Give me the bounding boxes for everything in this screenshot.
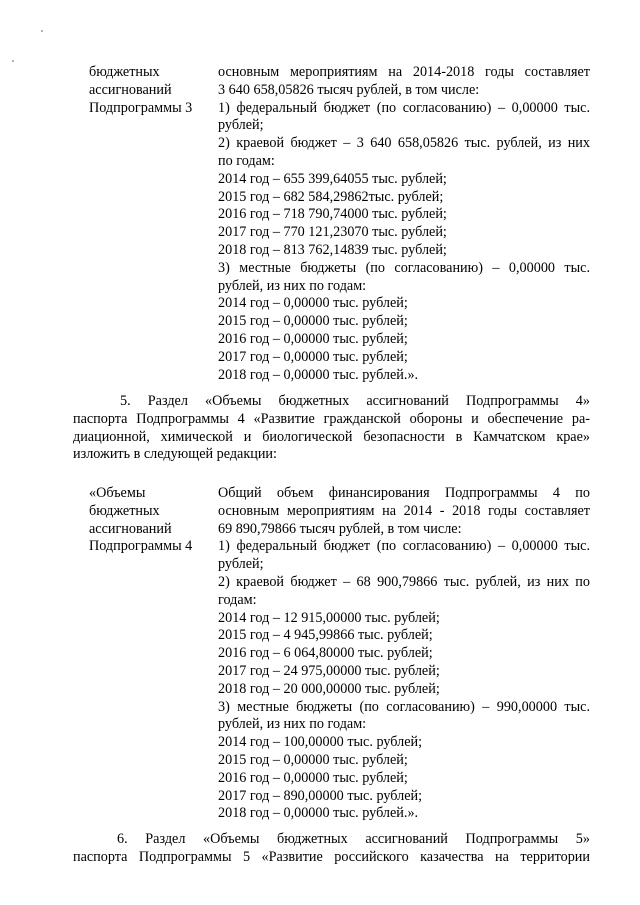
text-line: рублей; xyxy=(218,117,264,134)
scan-speck xyxy=(12,60,14,62)
text-line: 6. Раздел «Объемы бюджетных ассигнований Подпрограммы 5» xyxy=(117,831,590,847)
scan-speck xyxy=(41,30,43,32)
text-line: 2018 год – 20 000,00000 тыс. рублей; xyxy=(218,680,440,697)
text-line: по годам: xyxy=(218,152,275,169)
text-line: основным мероприятиям на 2014 - 2018 годы составляет xyxy=(218,502,590,519)
text-line: 2017 год – 770 121,23070 тыс. рублей; xyxy=(218,224,447,241)
text-line: «Объемы xyxy=(89,485,146,501)
text-line: 3) местные бюджеты (по согласованию) – 990,00000 тыс. xyxy=(218,698,590,715)
text-line: 2018 год – 0,00000 тыс. рублей.». xyxy=(218,805,419,822)
text-line: 2016 год – 0,00000 тыс. рублей; xyxy=(218,769,408,786)
text-line: 2015 год – 0,00000 тыс. рублей; xyxy=(218,751,408,768)
text-line: паспорта Подпрограммы 4 «Развитие гражданской обороны и обеспечение ра- xyxy=(73,410,590,427)
text-line: рублей, из них по годам: xyxy=(218,716,367,733)
text-line: 2017 год – 890,00000 тыс. рублей; xyxy=(218,787,423,804)
subprogram-3-funding-block xyxy=(0,64,640,384)
text-line: 2018 год – 813 762,14839 тыс. рублей; xyxy=(218,241,447,258)
text-line: 3 640 658,05826 тысяч рублей, в том числе: xyxy=(218,81,480,98)
text-line: основным мероприятиям на 2014-2018 годы составляет xyxy=(218,64,590,80)
text-line: 2) краевой бюджет – 68 900,79866 тыс. рублей, из них по xyxy=(218,573,590,590)
text-line: рублей; xyxy=(218,556,264,573)
text-line: 5. Раздел «Объемы бюджетных ассигнований Подпрограммы 4» xyxy=(120,393,590,409)
text-line: 2014 год – 655 399,64055 тыс. рублей; xyxy=(218,170,447,187)
paragraph-6 xyxy=(73,831,590,867)
text-line: Подпрограммы 3 xyxy=(89,99,193,116)
text-line: рублей, из них по годам: xyxy=(218,277,367,294)
text-line: 2015 год – 4 945,99866 тыс. рублей; xyxy=(218,627,433,644)
text-line: 2) краевой бюджет – 3 640 658,05826 тыс. рублей, из них xyxy=(218,135,590,152)
text-line: 1) федеральный бюджет (по согласованию) – 0,00000 тыс. xyxy=(218,538,590,555)
text-line: 2015 год – 682 584,29862тыс. рублей; xyxy=(218,188,444,205)
text-line: годам: xyxy=(218,591,257,608)
subprogram-3-label xyxy=(0,64,211,384)
text-line: 2016 год – 718 790,74000 тыс. рублей; xyxy=(218,206,447,223)
text-line: 69 890,79866 тысяч рублей, в том числе: xyxy=(218,520,462,537)
text-line: диационной, химической и биологической безопасности в Камчатском крае» xyxy=(73,428,590,445)
subprogram-4-label xyxy=(0,485,211,823)
text-line: изложить в следующей редакции: xyxy=(73,446,277,463)
text-line: 2014 год – 0,00000 тыс. рублей; xyxy=(218,295,408,312)
subprogram-4-funding-block xyxy=(0,485,640,823)
text-line: ассигнований xyxy=(89,520,172,537)
subprogram-3-content xyxy=(218,64,590,384)
text-line: Общий объем финансирования Подпрограммы 4 по xyxy=(218,485,590,501)
text-line: 3) местные бюджеты (по согласованию) – 0,00000 тыс. xyxy=(218,259,590,276)
text-line: 2015 год – 0,00000 тыс. рублей; xyxy=(218,313,408,330)
text-line: Подпрограммы 4 xyxy=(89,538,193,555)
text-line: 2016 год – 0,00000 тыс. рублей; xyxy=(218,330,408,347)
text-line: ассигнований xyxy=(89,81,172,98)
text-line: 2014 год – 100,00000 тыс. рублей; xyxy=(218,734,423,751)
text-line: 2014 год – 12 915,00000 тыс. рублей; xyxy=(218,609,440,626)
text-line: паспорта Подпрограммы 5 «Развитие российского казачества на территории xyxy=(73,848,590,865)
paragraph-5 xyxy=(73,393,590,464)
text-line: 2016 год – 6 064,80000 тыс. рублей; xyxy=(218,645,433,662)
text-line: 1) федеральный бюджет (по согласованию) – 0,00000 тыс. xyxy=(218,99,590,116)
text-line: 2017 год – 24 975,00000 тыс. рублей; xyxy=(218,662,440,679)
text-line: бюджетных xyxy=(89,502,160,519)
subprogram-4-content xyxy=(218,485,590,823)
text-line: бюджетных xyxy=(89,64,160,80)
text-line: 2017 год – 0,00000 тыс. рублей; xyxy=(218,348,408,365)
text-line: 2018 год – 0,00000 тыс. рублей.». xyxy=(218,366,419,383)
